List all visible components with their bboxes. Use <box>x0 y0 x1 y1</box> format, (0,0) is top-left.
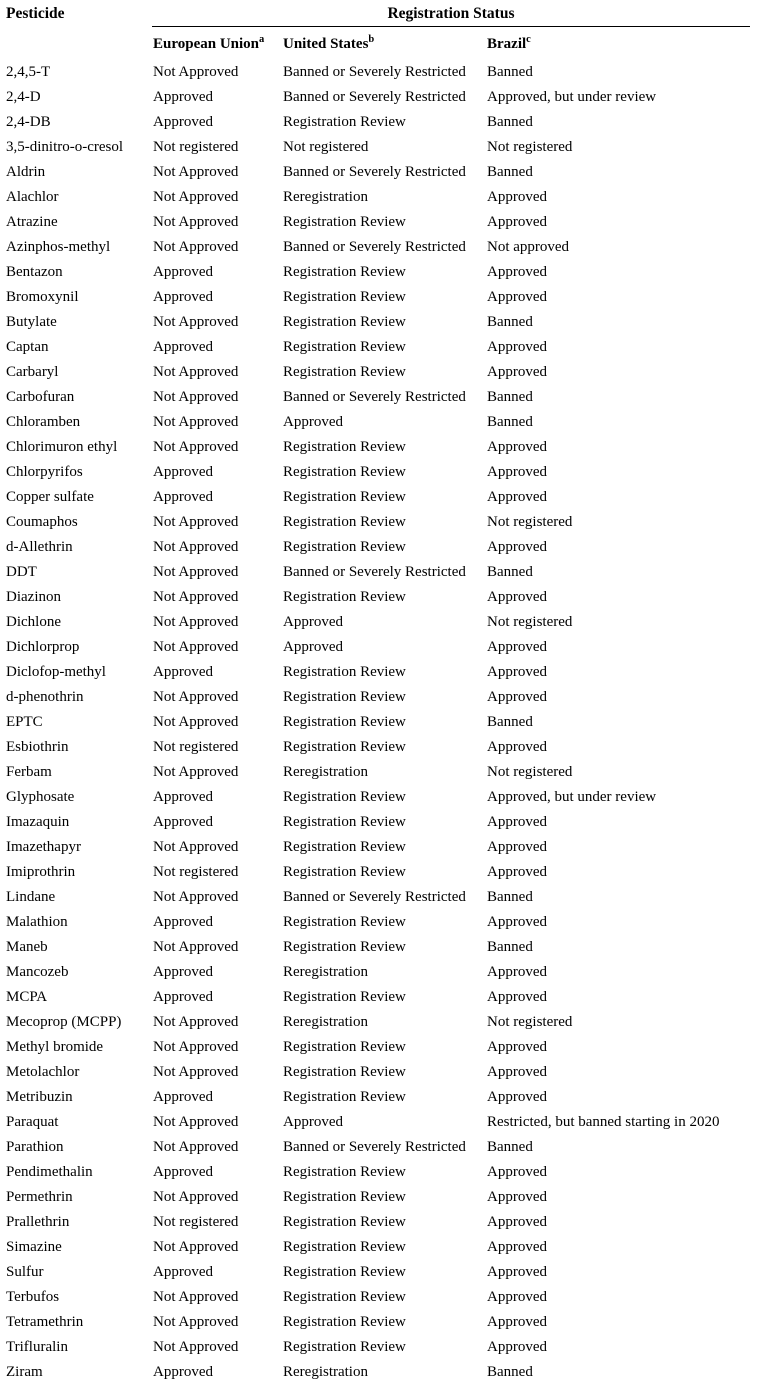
table-row <box>0 1060 762 1085</box>
table-row <box>0 610 762 635</box>
table-row <box>0 1185 762 1210</box>
cell-pesticide: Ziram <box>6 1364 43 1380</box>
table-row <box>0 385 762 410</box>
cell-pesticide: d-Allethrin <box>6 539 73 555</box>
footnote-marker-b: b <box>368 34 375 45</box>
cell-pesticide: Maneb <box>6 939 48 955</box>
table-row <box>0 1235 762 1260</box>
table-row <box>0 585 762 610</box>
cell-european-union: Not Approved <box>153 1314 239 1330</box>
cell-pesticide: Dichlorprop <box>6 639 80 655</box>
cell-brazil: Approved <box>487 1239 547 1255</box>
cell-european-union: Not Approved <box>153 889 239 905</box>
cell-european-union: Not Approved <box>153 764 239 780</box>
column-header-european-union-label: European Union <box>153 36 260 52</box>
cell-united-states: Reregistration <box>283 1364 368 1380</box>
cell-european-union: Not Approved <box>153 414 239 430</box>
header-group-rule <box>152 26 750 27</box>
cell-european-union: Not Approved <box>153 364 239 380</box>
cell-pesticide: Metolachlor <box>6 1064 80 1080</box>
cell-brazil: Approved <box>487 214 547 230</box>
column-header-pesticide: Pesticide <box>6 5 65 22</box>
cell-united-states: Banned or Severely Restricted <box>283 1139 466 1155</box>
cell-pesticide: Ferbam <box>6 764 52 780</box>
cell-united-states: Registration Review <box>283 1239 406 1255</box>
cell-united-states: Registration Review <box>283 264 406 280</box>
column-header-united-states <box>283 33 374 55</box>
cell-pesticide: Parathion <box>6 1139 64 1155</box>
cell-european-union: Not registered <box>153 1214 239 1230</box>
cell-pesticide: Malathion <box>6 914 68 930</box>
cell-united-states: Registration Review <box>283 864 406 880</box>
column-header-united-states-label: United States <box>283 36 369 52</box>
table-row <box>0 535 762 560</box>
cell-brazil: Banned <box>487 564 533 580</box>
table-row <box>0 135 762 160</box>
table-row <box>0 1260 762 1285</box>
cell-european-union: Approved <box>153 814 213 830</box>
cell-united-states: Registration Review <box>283 664 406 680</box>
cell-united-states: Registration Review <box>283 689 406 705</box>
cell-united-states: Registration Review <box>283 1264 406 1280</box>
cell-brazil: Not registered <box>487 764 573 780</box>
cell-brazil: Approved <box>487 464 547 480</box>
table-row <box>0 485 762 510</box>
cell-brazil: Approved, but under review <box>487 89 657 105</box>
cell-european-union: Not Approved <box>153 1114 239 1130</box>
cell-brazil: Not registered <box>487 1014 573 1030</box>
table-row <box>0 685 762 710</box>
cell-brazil: Banned <box>487 64 533 80</box>
cell-european-union: Approved <box>153 89 213 105</box>
table-row <box>0 1135 762 1160</box>
cell-european-union: Not Approved <box>153 1339 239 1355</box>
cell-brazil: Approved <box>487 739 547 755</box>
cell-united-states: Registration Review <box>283 589 406 605</box>
table-row <box>0 660 762 685</box>
cell-brazil: Approved <box>487 1189 547 1205</box>
cell-pesticide: Butylate <box>6 314 57 330</box>
cell-pesticide: Captan <box>6 339 49 355</box>
cell-united-states: Registration Review <box>283 364 406 380</box>
cell-european-union: Approved <box>153 114 213 130</box>
cell-brazil: Banned <box>487 714 533 730</box>
cell-european-union: Not Approved <box>153 164 239 180</box>
cell-pesticide: DDT <box>6 564 37 580</box>
cell-pesticide: Dichlone <box>6 614 61 630</box>
table-row <box>0 360 762 385</box>
cell-brazil: Approved <box>487 339 547 355</box>
cell-united-states: Registration Review <box>283 1039 406 1055</box>
cell-pesticide: Imazethapyr <box>6 839 81 855</box>
cell-brazil: Banned <box>487 389 533 405</box>
cell-european-union: Not Approved <box>153 714 239 730</box>
cell-united-states: Registration Review <box>283 439 406 455</box>
table-body <box>0 60 762 1385</box>
cell-european-union: Not Approved <box>153 689 239 705</box>
cell-pesticide: Paraquat <box>6 1114 59 1130</box>
cell-brazil: Approved, but under review <box>487 789 657 805</box>
cell-pesticide: Coumaphos <box>6 514 78 530</box>
cell-united-states: Registration Review <box>283 464 406 480</box>
cell-pesticide: Alachlor <box>6 189 59 205</box>
cell-pesticide: Imiprothrin <box>6 864 76 880</box>
cell-united-states: Registration Review <box>283 914 406 930</box>
table-row <box>0 1010 762 1035</box>
table-row <box>0 735 762 760</box>
cell-pesticide: Metribuzin <box>6 1089 73 1105</box>
cell-european-union: Not Approved <box>153 214 239 230</box>
cell-brazil: Approved <box>487 964 547 980</box>
cell-united-states: Registration Review <box>283 1189 406 1205</box>
table-row <box>0 1110 762 1135</box>
table-row <box>0 910 762 935</box>
cell-united-states: Registration Review <box>283 1064 406 1080</box>
cell-pesticide: 2,4-D <box>6 89 41 105</box>
table-row <box>0 860 762 885</box>
cell-brazil: Approved <box>487 1064 547 1080</box>
cell-european-union: Approved <box>153 1264 213 1280</box>
cell-european-union: Not Approved <box>153 1039 239 1055</box>
cell-brazil: Banned <box>487 164 533 180</box>
cell-pesticide: Prallethrin <box>6 1214 70 1230</box>
cell-brazil: Banned <box>487 114 533 130</box>
cell-european-union: Approved <box>153 964 213 980</box>
cell-brazil: Not registered <box>487 139 573 155</box>
cell-united-states: Registration Review <box>283 939 406 955</box>
cell-pesticide: Trifluralin <box>6 1339 68 1355</box>
table-row <box>0 960 762 985</box>
cell-european-union: Not Approved <box>153 1289 239 1305</box>
cell-united-states: Registration Review <box>283 739 406 755</box>
column-header-brazil-label: Brazil <box>487 36 527 52</box>
table-row <box>0 1310 762 1335</box>
table-row <box>0 1335 762 1360</box>
cell-brazil: Approved <box>487 839 547 855</box>
cell-united-states: Reregistration <box>283 189 368 205</box>
cell-pesticide: Esbiothrin <box>6 739 69 755</box>
cell-united-states: Registration Review <box>283 289 406 305</box>
table-row <box>0 60 762 85</box>
cell-brazil: Restricted, but banned starting in 2020 <box>487 1114 720 1130</box>
cell-pesticide: Mancozeb <box>6 964 69 980</box>
cell-united-states: Registration Review <box>283 339 406 355</box>
table-row <box>0 110 762 135</box>
cell-pesticide: Bromoxynil <box>6 289 79 305</box>
cell-brazil: Banned <box>487 939 533 955</box>
cell-european-union: Not Approved <box>153 1014 239 1030</box>
cell-pesticide: Carbaryl <box>6 364 59 380</box>
cell-brazil: Approved <box>487 989 547 1005</box>
cell-european-union: Not Approved <box>153 539 239 555</box>
cell-pesticide: d-phenothrin <box>6 689 84 705</box>
cell-united-states: Registration Review <box>283 714 406 730</box>
cell-european-union: Approved <box>153 339 213 355</box>
cell-brazil: Approved <box>487 689 547 705</box>
cell-united-states: Approved <box>283 614 343 630</box>
cell-brazil: Approved <box>487 489 547 505</box>
cell-pesticide: Tetramethrin <box>6 1314 84 1330</box>
cell-pesticide: EPTC <box>6 714 43 730</box>
table-row <box>0 260 762 285</box>
cell-pesticide: Pendimethalin <box>6 1164 93 1180</box>
cell-european-union: Not Approved <box>153 514 239 530</box>
cell-pesticide: Chloramben <box>6 414 81 430</box>
cell-european-union: Not Approved <box>153 589 239 605</box>
cell-european-union: Not registered <box>153 864 239 880</box>
table-row <box>0 160 762 185</box>
cell-united-states: Not registered <box>283 139 369 155</box>
cell-european-union: Approved <box>153 1364 213 1380</box>
cell-brazil: Not registered <box>487 614 573 630</box>
column-header-brazil <box>487 33 531 55</box>
cell-european-union: Not registered <box>153 139 239 155</box>
subcolumn-header-row <box>0 33 762 57</box>
cell-united-states: Approved <box>283 414 343 430</box>
cell-pesticide: Chlorpyrifos <box>6 464 83 480</box>
cell-european-union: Approved <box>153 1089 213 1105</box>
cell-pesticide: Methyl bromide <box>6 1039 104 1055</box>
cell-european-union: Not Approved <box>153 439 239 455</box>
table-row <box>0 1160 762 1185</box>
column-header-european-union <box>153 33 264 55</box>
cell-united-states: Registration Review <box>283 1214 406 1230</box>
cell-united-states: Banned or Severely Restricted <box>283 64 466 80</box>
cell-united-states: Registration Review <box>283 1314 406 1330</box>
table-row <box>0 210 762 235</box>
cell-brazil: Approved <box>487 189 547 205</box>
cell-european-union: Not Approved <box>153 1064 239 1080</box>
table-header <box>0 0 762 60</box>
table-row <box>0 85 762 110</box>
table-row <box>0 510 762 535</box>
cell-united-states: Registration Review <box>283 1289 406 1305</box>
cell-pesticide: Simazine <box>6 1239 62 1255</box>
table-row <box>0 1360 762 1385</box>
cell-united-states: Registration Review <box>283 839 406 855</box>
cell-brazil: Approved <box>487 1289 547 1305</box>
cell-brazil: Banned <box>487 314 533 330</box>
cell-united-states: Registration Review <box>283 514 406 530</box>
cell-european-union: Approved <box>153 789 213 805</box>
cell-brazil: Approved <box>487 264 547 280</box>
cell-european-union: Not Approved <box>153 839 239 855</box>
cell-european-union: Approved <box>153 489 213 505</box>
table-row <box>0 760 762 785</box>
cell-pesticide: Mecoprop (MCPP) <box>6 1014 122 1030</box>
cell-united-states: Registration Review <box>283 114 406 130</box>
cell-brazil: Approved <box>487 864 547 880</box>
cell-brazil: Banned <box>487 1364 533 1380</box>
column-group-header-registration-status: Registration Status <box>387 5 515 22</box>
cell-pesticide: 2,4-DB <box>6 114 51 130</box>
cell-european-union: Not Approved <box>153 189 239 205</box>
cell-united-states: Banned or Severely Restricted <box>283 389 466 405</box>
cell-united-states: Approved <box>283 1114 343 1130</box>
cell-brazil: Approved <box>487 1214 547 1230</box>
cell-european-union: Approved <box>153 264 213 280</box>
cell-brazil: Approved <box>487 1039 547 1055</box>
cell-european-union: Not Approved <box>153 939 239 955</box>
cell-united-states: Reregistration <box>283 1014 368 1030</box>
cell-european-union: Approved <box>153 989 213 1005</box>
cell-united-states: Registration Review <box>283 1339 406 1355</box>
table-row <box>0 985 762 1010</box>
cell-brazil: Not approved <box>487 239 570 255</box>
cell-pesticide: Chlorimuron ethyl <box>6 439 118 455</box>
cell-pesticide: Imazaquin <box>6 814 70 830</box>
cell-united-states: Banned or Severely Restricted <box>283 564 466 580</box>
cell-european-union: Not Approved <box>153 389 239 405</box>
cell-united-states: Reregistration <box>283 764 368 780</box>
cell-brazil: Approved <box>487 1314 547 1330</box>
cell-pesticide: MCPA <box>6 989 48 1005</box>
table-row <box>0 235 762 260</box>
cell-brazil: Banned <box>487 889 533 905</box>
cell-brazil: Approved <box>487 364 547 380</box>
cell-european-union: Approved <box>153 289 213 305</box>
cell-pesticide: Aldrin <box>6 164 46 180</box>
table-row <box>0 935 762 960</box>
cell-european-union: Not Approved <box>153 639 239 655</box>
cell-pesticide: Bentazon <box>6 264 63 280</box>
table-row <box>0 835 762 860</box>
table-row <box>0 185 762 210</box>
cell-united-states: Banned or Severely Restricted <box>283 239 466 255</box>
table-row <box>0 635 762 660</box>
cell-european-union: Approved <box>153 914 213 930</box>
cell-european-union: Approved <box>153 1164 213 1180</box>
cell-brazil: Approved <box>487 814 547 830</box>
cell-pesticide: Copper sulfate <box>6 489 94 505</box>
cell-european-union: Not Approved <box>153 1239 239 1255</box>
cell-united-states: Reregistration <box>283 964 368 980</box>
cell-pesticide: Carbofuran <box>6 389 75 405</box>
table-row <box>0 1035 762 1060</box>
cell-european-union: Approved <box>153 664 213 680</box>
cell-brazil: Approved <box>487 539 547 555</box>
cell-brazil: Approved <box>487 589 547 605</box>
cell-pesticide: Glyphosate <box>6 789 75 805</box>
cell-brazil: Approved <box>487 439 547 455</box>
cell-european-union: Not Approved <box>153 314 239 330</box>
cell-united-states: Registration Review <box>283 814 406 830</box>
cell-european-union: Not Approved <box>153 239 239 255</box>
cell-brazil: Banned <box>487 414 533 430</box>
table-row <box>0 1285 762 1310</box>
footnote-marker-c: c <box>526 34 531 45</box>
table-row <box>0 885 762 910</box>
cell-brazil: Approved <box>487 1264 547 1280</box>
cell-united-states: Banned or Severely Restricted <box>283 889 466 905</box>
cell-brazil: Not registered <box>487 514 573 530</box>
cell-united-states: Registration Review <box>283 989 406 1005</box>
cell-pesticide: Azinphos-methyl <box>6 239 111 255</box>
cell-united-states: Registration Review <box>283 789 406 805</box>
cell-united-states: Registration Review <box>283 539 406 555</box>
cell-european-union: Not Approved <box>153 64 239 80</box>
table-row <box>0 810 762 835</box>
table-row <box>0 285 762 310</box>
cell-united-states: Registration Review <box>283 214 406 230</box>
cell-brazil: Approved <box>487 1164 547 1180</box>
cell-pesticide: Diazinon <box>6 589 61 605</box>
footnote-marker-a: a <box>259 34 265 45</box>
table-row <box>0 710 762 735</box>
cell-pesticide: Diclofop-methyl <box>6 664 106 680</box>
cell-european-union: Approved <box>153 464 213 480</box>
cell-pesticide: Permethrin <box>6 1189 73 1205</box>
table-row <box>0 1085 762 1110</box>
table-row <box>0 460 762 485</box>
cell-brazil: Approved <box>487 914 547 930</box>
cell-brazil: Approved <box>487 289 547 305</box>
cell-pesticide: 3,5-dinitro-o-cresol <box>6 139 124 155</box>
cell-european-union: Not Approved <box>153 614 239 630</box>
table-row <box>0 560 762 585</box>
cell-brazil: Banned <box>487 1139 533 1155</box>
cell-united-states: Banned or Severely Restricted <box>283 164 466 180</box>
cell-european-union: Not Approved <box>153 1139 239 1155</box>
cell-united-states: Registration Review <box>283 314 406 330</box>
cell-pesticide: Sulfur <box>6 1264 44 1280</box>
cell-european-union: Not Approved <box>153 564 239 580</box>
table-row <box>0 335 762 360</box>
cell-brazil: Approved <box>487 639 547 655</box>
cell-united-states: Banned or Severely Restricted <box>283 89 466 105</box>
cell-pesticide: Atrazine <box>6 214 58 230</box>
cell-brazil: Approved <box>487 1089 547 1105</box>
cell-european-union: Not Approved <box>153 1189 239 1205</box>
cell-united-states: Registration Review <box>283 1164 406 1180</box>
cell-united-states: Registration Review <box>283 489 406 505</box>
cell-united-states: Approved <box>283 639 343 655</box>
table-row <box>0 310 762 335</box>
table-row <box>0 1210 762 1235</box>
cell-united-states: Registration Review <box>283 1089 406 1105</box>
cell-brazil: Approved <box>487 1339 547 1355</box>
cell-pesticide: Lindane <box>6 889 56 905</box>
cell-brazil: Approved <box>487 664 547 680</box>
table-row <box>0 410 762 435</box>
cell-pesticide: Terbufos <box>6 1289 60 1305</box>
cell-european-union: Not registered <box>153 739 239 755</box>
table-row <box>0 435 762 460</box>
table-row <box>0 785 762 810</box>
cell-pesticide: 2,4,5-T <box>6 64 51 80</box>
